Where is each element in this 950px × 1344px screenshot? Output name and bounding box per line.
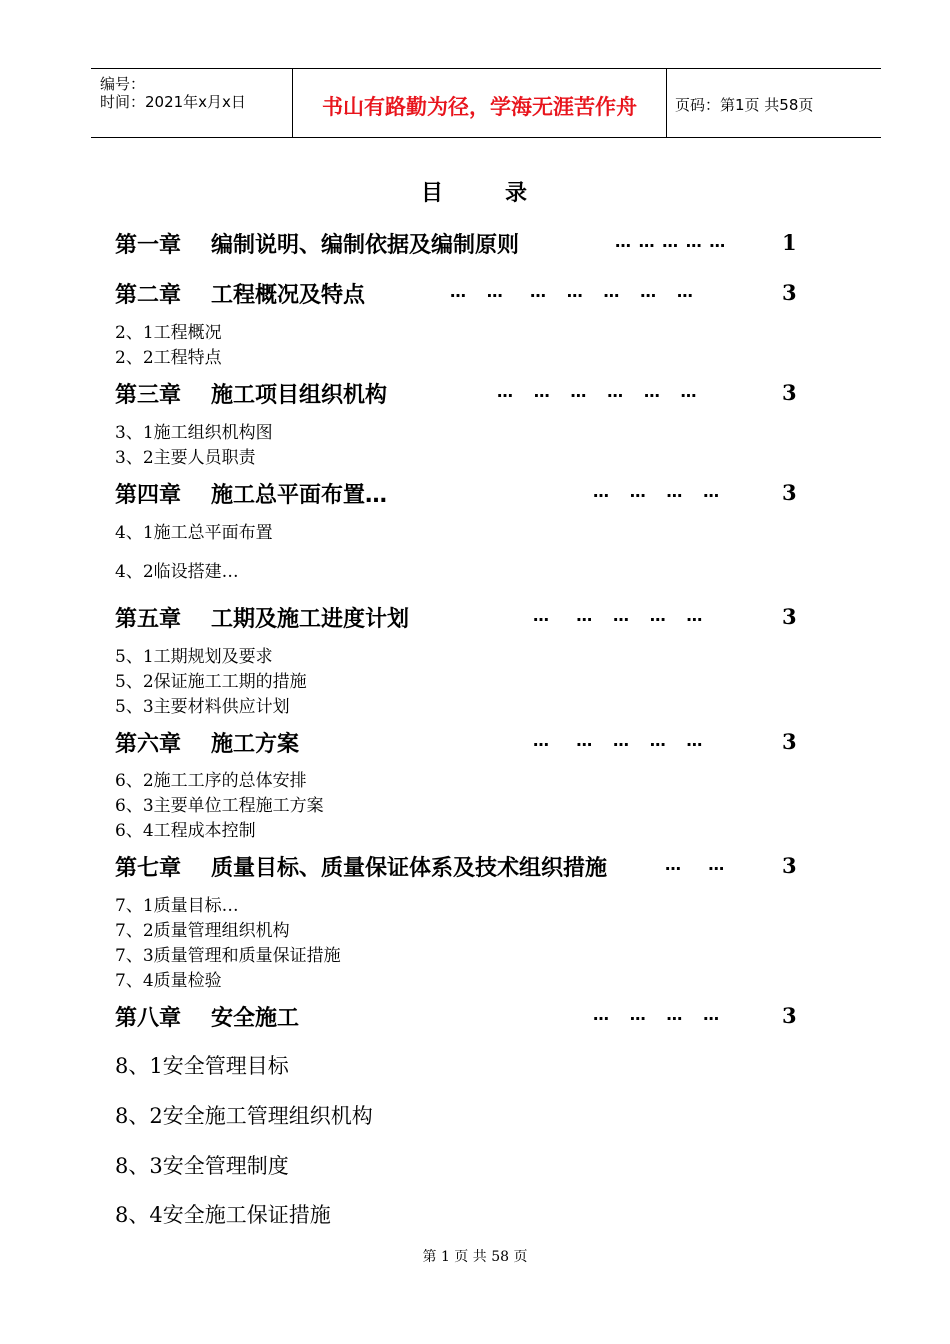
toc-chapter-6[interactable] [115,727,299,758]
time-text: 时间：2021年x月x日 [100,93,246,111]
chapter-1-leader-dots: … … … … … [615,232,727,251]
toc-title-char-1: 目 [420,181,445,206]
toc-section[interactable]: 8、1安全管理目标 [115,1054,289,1078]
number-label: 编号： [100,75,146,93]
toc-chapter-7[interactable] [115,851,607,882]
toc-section[interactable]: 2、1工程概况 [115,323,222,343]
toc-section[interactable]: 5、3主要材料供应计划 [115,697,290,717]
chapter-title: 质量目标、质量保证体系及技术组织措施 [211,856,608,881]
page-footer: 第 1 页 共 58 页 [422,1249,528,1265]
toc-section[interactable]: 7、4质量检验 [115,971,222,991]
toc-section[interactable]: 4、1施工总平面布置 [115,523,273,543]
chapter-label: 第一章 [115,233,182,258]
header-left-cell [91,69,292,137]
toc-chapter-3[interactable] [115,378,387,409]
toc-chapter-1[interactable] [115,228,519,259]
chapter-4-leader-dots: … … … … [593,482,721,501]
header-motto-cell [292,69,667,137]
toc-section[interactable]: 7、2质量管理组织机构 [115,921,290,941]
chapter-5-page: 3 [782,604,797,629]
chapter-8-leader-dots: … … … … [593,1005,721,1024]
page-info: 页码：第1页 共58页 [675,96,814,114]
toc-section[interactable]: 5、1工期规划及要求 [115,647,273,667]
motto-text: 书山有路勤为径，学海无涯苦作舟 [322,94,637,119]
chapter-7-leader-dots: … … [665,855,726,874]
chapter-title: 工程概况及特点 [211,283,366,308]
toc-section[interactable]: 5、2保证施工工期的措施 [115,672,307,692]
toc-section[interactable]: 3、2主要人员职责 [115,448,256,468]
chapter-3-page: 3 [782,380,797,405]
chapter-title: 施工方案 [211,732,300,757]
chapter-label: 第五章 [115,607,182,632]
toc-section[interactable]: 3、1施工组织机构图 [115,423,273,443]
chapter-label: 第二章 [115,283,182,308]
chapter-3-leader-dots: … … … … … … [497,382,698,401]
toc-section[interactable]: 6、2施工工序的总体安排 [115,771,307,791]
chapter-1-page: 1 [782,230,797,255]
toc-section[interactable]: 7、1质量目标… [115,896,239,916]
toc-section[interactable]: 7、3质量管理和质量保证措施 [115,946,341,966]
chapter-label: 第六章 [115,732,182,757]
toc-chapter-2[interactable] [115,278,365,309]
chapter-4-page: 3 [782,480,797,505]
chapter-title: 施工项目组织机构 [211,383,388,408]
toc-section[interactable]: 4、2临设搭建… [115,562,239,582]
chapter-title: 工期及施工进度计划 [211,607,410,632]
toc-chapter-5[interactable] [115,602,409,633]
chapter-5-leader-dots: … … … … … [533,606,704,625]
toc-section[interactable]: 8、2安全施工管理组织机构 [115,1104,373,1128]
chapter-6-page: 3 [782,729,797,754]
chapter-6-leader-dots: … … … … … [533,731,704,750]
chapter-label: 第四章 [115,483,182,508]
chapter-title: 安全施工 [211,1006,300,1031]
chapter-label: 第三章 [115,383,182,408]
toc-section[interactable]: 6、3主要单位工程施工方案 [115,796,324,816]
toc-title-char-2: 录 [505,181,530,206]
toc-section[interactable]: 2、2工程特点 [115,348,222,368]
chapter-2-page: 3 [782,280,797,305]
chapter-label: 第七章 [115,856,182,881]
header-right-cell [666,69,881,137]
chapter-title: 施工总平面布置… [211,483,388,508]
chapter-2-leader-dots: … … … … … … … [450,282,694,301]
toc-section[interactable]: 8、3安全管理制度 [115,1154,289,1178]
chapter-label: 第八章 [115,1006,182,1031]
chapter-8-page: 3 [782,1003,797,1028]
header-table [91,68,881,138]
toc-section[interactable]: 8、4安全施工保证措施 [115,1203,331,1227]
toc-chapter-8[interactable] [115,1001,299,1032]
toc-chapter-4[interactable] [115,478,387,509]
chapter-7-page: 3 [782,853,797,878]
toc-section[interactable]: 6、4工程成本控制 [115,821,256,841]
chapter-title: 编制说明、编制依据及编制原则 [211,233,520,258]
toc-title [0,176,950,207]
